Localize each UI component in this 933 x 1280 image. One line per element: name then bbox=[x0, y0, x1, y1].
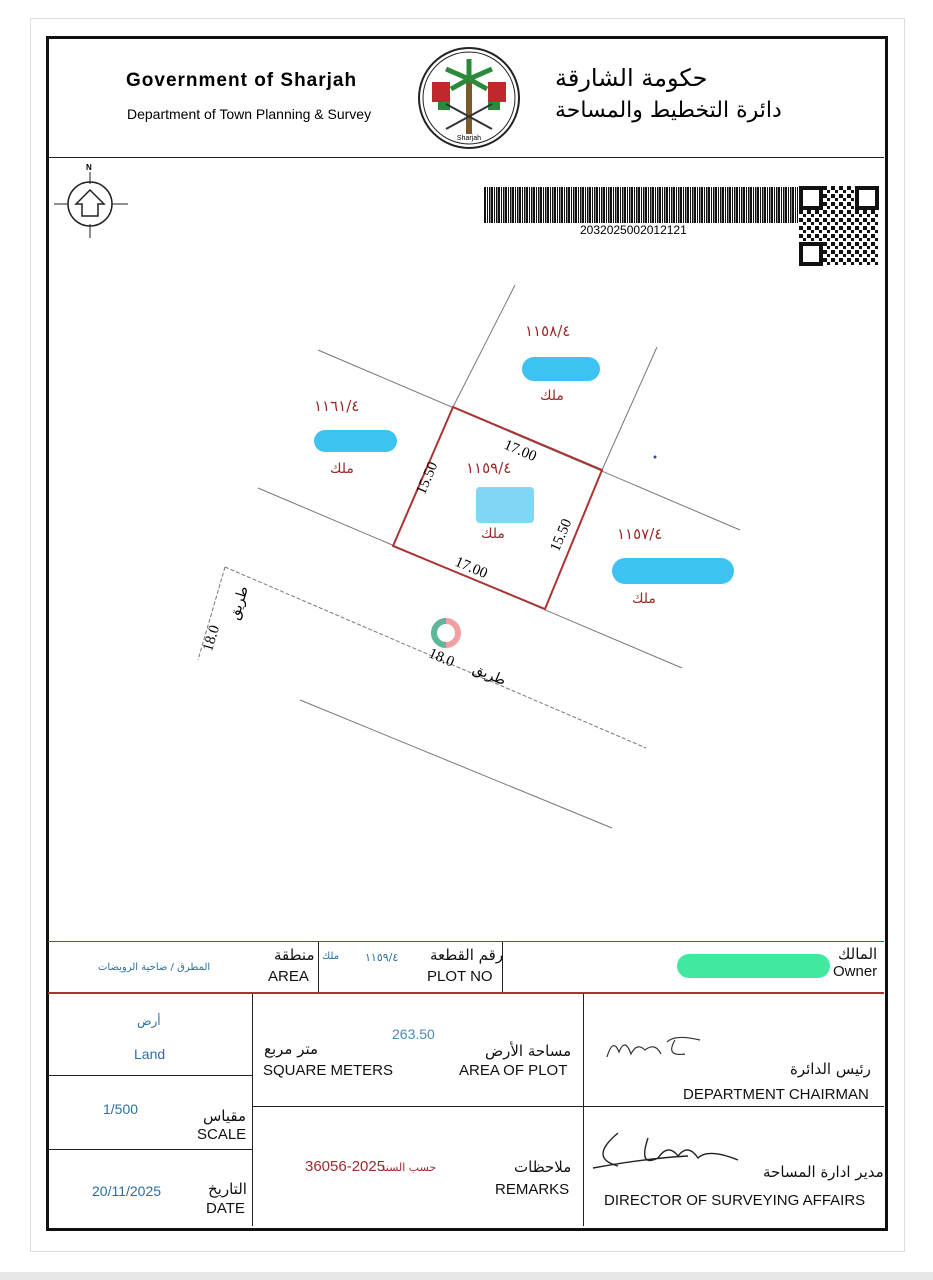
area-of-plot-label-ar: مساحة الأرض bbox=[485, 1042, 572, 1060]
date-label-ar: التاريخ bbox=[208, 1180, 247, 1198]
remarks-value: 36056-2025 bbox=[305, 1158, 386, 1175]
area-of-plot-value: 263.50 bbox=[392, 1026, 435, 1042]
boundary-line bbox=[453, 285, 515, 407]
area-label-ar: منطقة bbox=[274, 946, 315, 964]
road-edge-line bbox=[300, 700, 612, 828]
sqm-label-en: SQUARE METERS bbox=[263, 1062, 394, 1079]
header-title-en: Government of Sharjah bbox=[126, 70, 358, 91]
scale-value: 1/500 bbox=[103, 1101, 139, 1117]
barcode-number: 2032025002012121 bbox=[580, 223, 687, 237]
area-label-en: AREA bbox=[268, 968, 309, 985]
chairman-signature-icon bbox=[605, 1032, 705, 1062]
dimension-right: 15.50 bbox=[547, 516, 576, 554]
road-label: طريق bbox=[226, 584, 252, 622]
plot-number: ١١٥٧/٤ bbox=[617, 525, 663, 543]
chairman-label-en: DEPARTMENT CHAIRMAN bbox=[683, 1086, 869, 1103]
area-value: المطرق / ضاحية الرويضات bbox=[98, 962, 211, 973]
plot-owner-label: ملك bbox=[481, 526, 505, 542]
remarks-prefix: حسب السند bbox=[380, 1161, 437, 1174]
sqm-label-ar: متر مربع bbox=[264, 1040, 319, 1058]
remarks-label-ar: ملاحظات bbox=[514, 1158, 572, 1176]
survey-point bbox=[654, 456, 657, 459]
table-divider bbox=[48, 1149, 252, 1150]
director-label-en: DIRECTOR OF SURVEYING AFFAIRS bbox=[604, 1192, 866, 1209]
header-subtitle-ar: دائرة التخطيط والمساحة bbox=[555, 98, 782, 123]
dimension-top: 17.00 bbox=[501, 437, 539, 465]
table-divider bbox=[48, 1075, 252, 1076]
area-of-plot-label-en: AREA OF PLOT bbox=[459, 1062, 568, 1079]
remarks-label-en: REMARKS bbox=[495, 1181, 570, 1198]
owner-label-ar: المالك bbox=[838, 945, 878, 963]
redacted-owner-name bbox=[677, 954, 830, 978]
plot-no-label-en: PLOT NO bbox=[427, 968, 493, 985]
table-divider bbox=[48, 992, 884, 994]
table-divider bbox=[252, 1106, 884, 1107]
table-divider bbox=[48, 941, 884, 942]
redacted-owner bbox=[476, 487, 534, 523]
compass-north-label: N bbox=[86, 163, 92, 172]
director-signature-icon bbox=[588, 1128, 748, 1173]
plot-number: ١١٥٩/٤ bbox=[466, 459, 512, 477]
plot-no-value: ١١٥٩/٤ bbox=[365, 951, 399, 964]
plot-owner-label: ملك bbox=[540, 388, 564, 404]
page-bottom-edge bbox=[0, 1272, 933, 1280]
land-label-ar: أرض bbox=[137, 1014, 161, 1028]
owner-label-en: Owner bbox=[833, 963, 878, 980]
scale-label-en: SCALE bbox=[197, 1126, 247, 1143]
boundary-line bbox=[602, 347, 657, 470]
director-label-ar: مدير ادارة المساحة bbox=[763, 1163, 884, 1181]
scale-label-ar: مقياس bbox=[203, 1107, 247, 1125]
table-divider bbox=[318, 942, 319, 992]
dimension-left: 15.50 bbox=[413, 459, 442, 497]
redacted-owner bbox=[612, 558, 734, 584]
plot-number: ١١٥٨/٤ bbox=[525, 322, 571, 340]
plot-no-label-ar: رقم القطعة bbox=[430, 946, 504, 964]
plot-owner-label: ملك bbox=[632, 591, 656, 607]
chairman-label-ar: رئيس الدائرة bbox=[790, 1060, 871, 1078]
road-width: 18.0 bbox=[200, 623, 224, 654]
date-label-en: DATE bbox=[206, 1200, 245, 1217]
date-value: 20/11/2025 bbox=[92, 1183, 162, 1199]
svg-text:Sharjah: Sharjah bbox=[456, 135, 482, 142]
redacted-owner bbox=[522, 357, 600, 381]
table-divider bbox=[583, 994, 584, 1226]
plot-owner-label: ملك bbox=[330, 461, 354, 477]
plot-type: ملك bbox=[322, 951, 340, 962]
dimension-bottom: 17.00 bbox=[452, 554, 490, 582]
land-label-en: Land bbox=[134, 1046, 166, 1062]
plot-number: ١١٦١/٤ bbox=[314, 397, 360, 415]
header-subtitle-en: Department of Town Planning & Survey bbox=[127, 106, 372, 122]
table-divider bbox=[252, 994, 253, 1226]
road-label: طريق bbox=[470, 660, 509, 690]
redacted-owner bbox=[314, 430, 397, 452]
header-title-ar: حكومة الشارقة bbox=[555, 64, 708, 92]
road-width: 18.0 bbox=[426, 645, 457, 671]
